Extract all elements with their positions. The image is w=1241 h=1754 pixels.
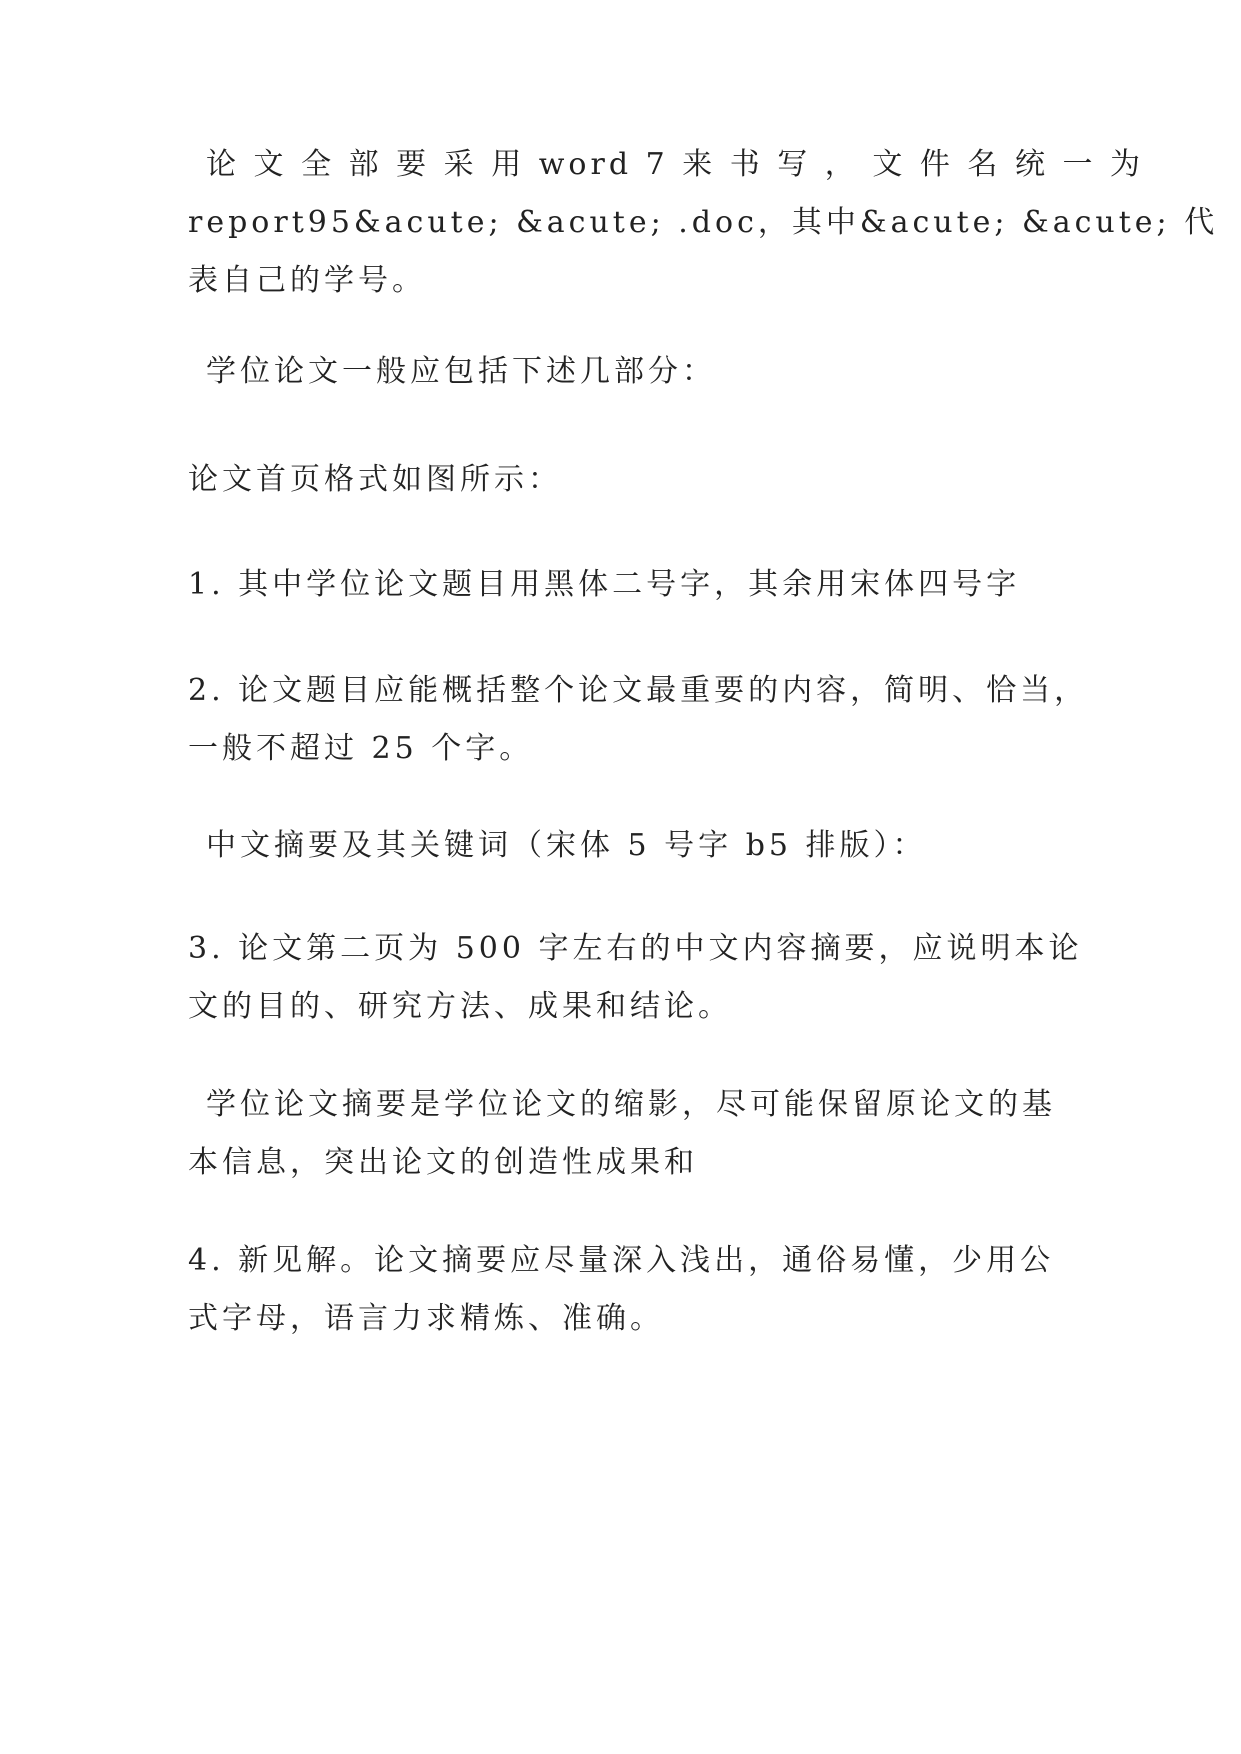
text-line: 3. 论文第二页为 500 字左右的中文内容摘要，应说明本论 <box>188 931 1083 966</box>
paragraph-abstract-description <box>188 1076 1076 1192</box>
text-line: report95&acute; &acute; .doc，其中&acute; &acute; 代 <box>188 205 1219 240</box>
text-line: 式字母，语言力求精炼、准确。 <box>188 1301 664 1336</box>
text-line: 学位论文摘要是学位论文的缩影，尽可能保留原论文的基 <box>206 1087 1056 1122</box>
list-item-3 <box>188 920 1083 1036</box>
list-item-2 <box>188 662 1089 778</box>
text-line: 4. 新见解。论文摘要应尽量深入浅出，通俗易懂，少用公 <box>188 1243 1055 1278</box>
text-line: 本信息，突出论文的创造性成果和 <box>188 1145 698 1180</box>
text-line: 一般不超过 25 个字。 <box>188 731 534 766</box>
paragraph-chinese-abstract-heading <box>188 817 1076 875</box>
text-line: 论文首页格式如图所示： <box>188 462 562 497</box>
text-line: 表自己的学号。 <box>188 263 426 298</box>
list-item-4 <box>188 1232 1058 1348</box>
text-line: 1. 其中学位论文题目用黑体二号字，其余用宋体四号字 <box>188 567 1021 602</box>
list-item-1 <box>188 556 1058 614</box>
paragraph-cover-format <box>188 451 1058 509</box>
text-line: 论 文 全 部 要 采 用 word 7 来 书 写 ， 文 件 名 统 一 为 <box>206 147 1145 182</box>
paragraph-file-naming <box>188 136 1219 310</box>
text-line: 文的目的、研究方法、成果和结论。 <box>188 989 732 1024</box>
text-line: 学位论文一般应包括下述几部分： <box>206 354 716 389</box>
text-line: 2. 论文题目应能概括整个论文最重要的内容，简明、恰当， <box>188 673 1089 708</box>
text-line: 中文摘要及其关键词（宋体 5 号字 b5 排版）： <box>206 828 927 863</box>
paragraph-thesis-sections <box>188 343 1076 401</box>
